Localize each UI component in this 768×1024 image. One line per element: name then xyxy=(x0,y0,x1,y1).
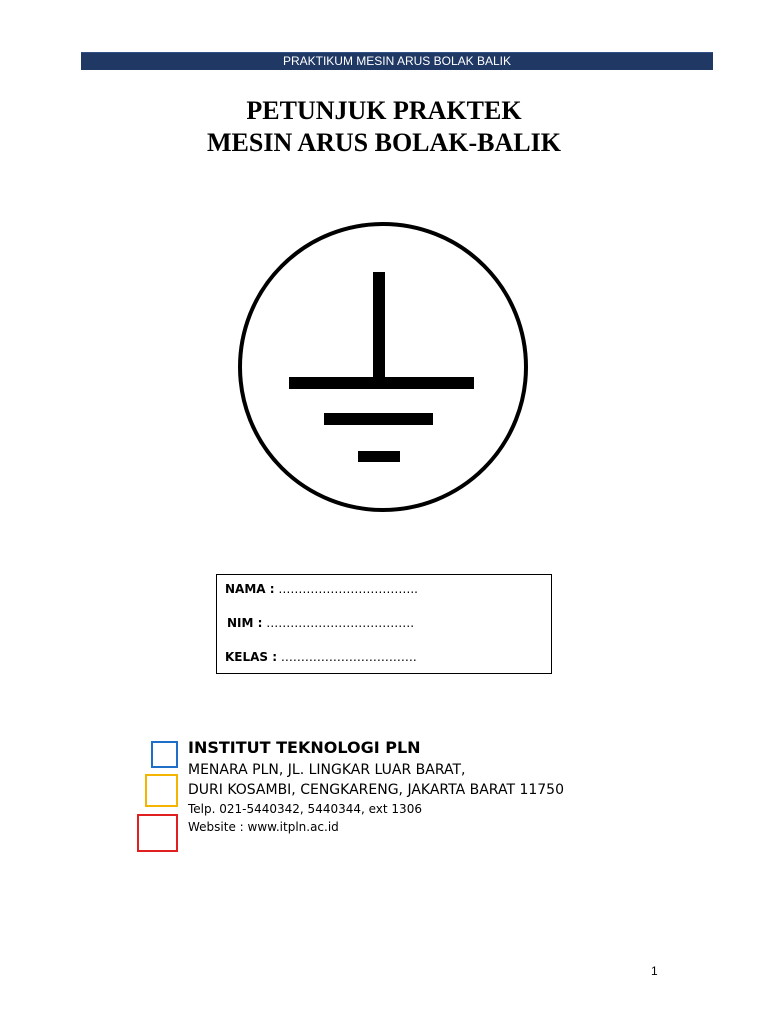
ground-symbol-stem xyxy=(373,272,385,382)
institution-website: Website : www.itpln.ac.id xyxy=(188,820,339,834)
name-row xyxy=(225,582,418,596)
student-identity-box xyxy=(216,574,552,674)
running-header-title: PRAKTIKUM MESIN ARUS BOLAK BALIK xyxy=(282,54,512,68)
institution-address-line-1: MENARA PLN, JL. LINGKAR LUAR BARAT, xyxy=(188,762,466,778)
class-blank: ……………………………. xyxy=(277,650,417,664)
institution-telephone: Telp. 021-5440342, 5440344, ext 1306 xyxy=(188,802,422,816)
ground-symbol-bar-medium xyxy=(324,413,433,425)
nim-blank: ………………………………. xyxy=(262,616,415,630)
class-label: KELAS : xyxy=(225,650,278,664)
institution-name: INSTITUT TEKNOLOGI PLN xyxy=(188,738,421,757)
logo-square-yellow-icon xyxy=(145,774,178,807)
nim-label: NIM : xyxy=(227,616,263,630)
document-title-line-1: PETUNJUK PRAKTEK xyxy=(246,96,522,125)
document-title-line-2: MESIN ARUS BOLAK-BALIK xyxy=(207,128,561,157)
page-number: 1 xyxy=(651,964,658,978)
institution-address-line-2: DURI KOSAMBI, CENGKARENG, JAKARTA BARAT 11750 xyxy=(188,782,564,798)
logo-square-red-icon xyxy=(137,814,178,852)
class-row xyxy=(225,650,417,664)
name-blank: …………………………….. xyxy=(274,582,418,596)
ground-symbol-bar-short xyxy=(358,451,400,462)
ground-symbol-bar-long xyxy=(289,377,474,389)
name-label: NAMA : xyxy=(225,582,275,596)
nim-row xyxy=(227,616,414,630)
protective-earth-ground-icon xyxy=(235,222,535,512)
logo-square-blue-icon xyxy=(151,741,178,768)
running-header-bar xyxy=(81,52,713,70)
